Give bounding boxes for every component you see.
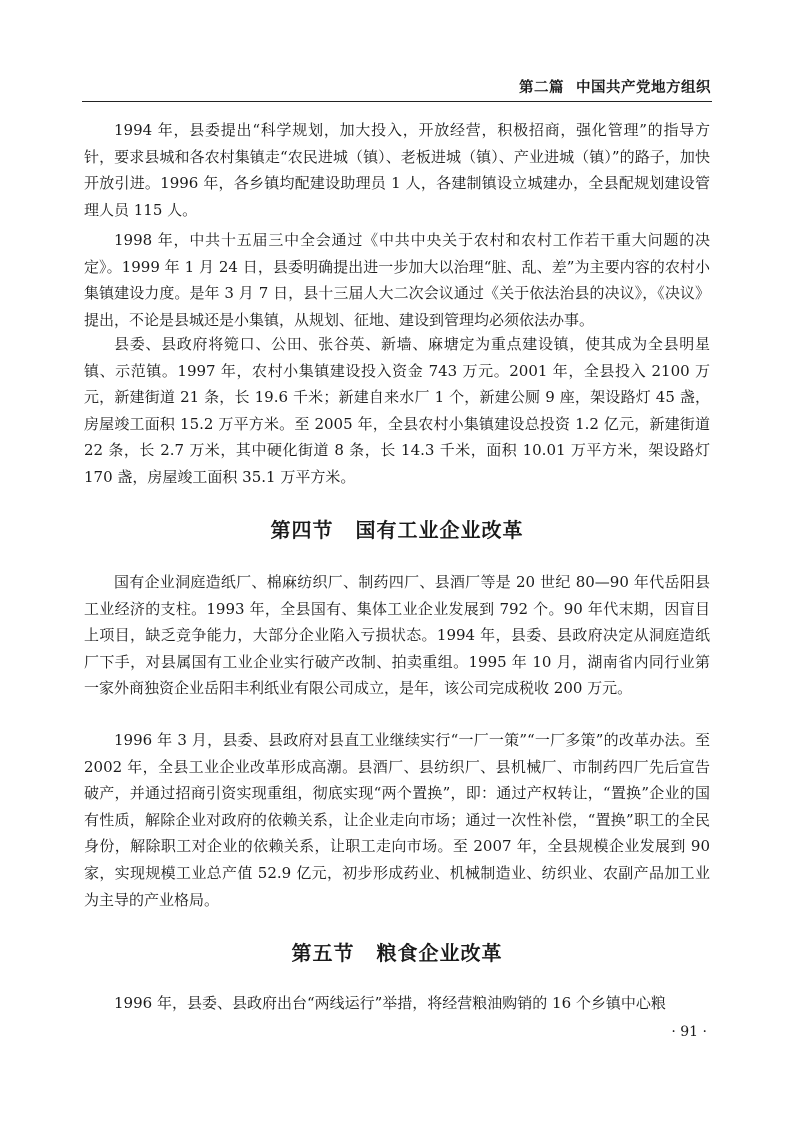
section-5-number: 第五节	[291, 941, 355, 965]
paragraph-1998-decision: 1998 年，中共十五届三中全会通过《中共中央关于农村和农村工作若干重大问题的决定》。1999 年 1 月 24 日，县委明确提出进一步加大以治理“脏、乱、差”为主要内容的农村小集镇建设力度。是年 3 月 7 日，县十三届人大二次会议通过《关于依法治县的决议》，《决议》提出，不论是县城还是小集镇，从规划、征地、建设到管理均必须依法办事。	[84, 231, 710, 329]
paragraph-1994-planning: 1994 年，县委提出“科学规划，加大投入，开放经营，积极招商，强化管理”的指导方针，要求县城和各农村集镇走“农民进城（镇）、老板进城（镇）、产业进城（镇）”的路子，加快开放引进。1996 年，各乡镇均配建设助理员 1 人，各建制镇设立城建办，全县配规划建设管理人员 115 人。	[84, 121, 710, 219]
section-title-5	[84, 937, 710, 966]
paragraph-grain-reform: 1996 年，县委、县政府出台“两线运行”举措，将经营粮油购销的 16 个乡镇中心粮	[114, 994, 666, 1012]
section-title-4	[84, 514, 710, 543]
paragraph-1996-reform: 1996 年 3 月，县委、县政府对县直工业继续实行“一厂一策”“一厂多策”的改革办法。至 2002 年，全县工业企业改革形成高潮。县酒厂、县纺织厂、县机械厂、市制药四厂先后宣告破产，并通过招商引资实现重组，彻底实现“两个置换”，即：通过产权转让，“置换”企业的国有性质，解除企业对政府的依赖关系，让企业走向市场；通过一次性补偿，“置换”职工的全民身份，解除职工对企业的依赖关系，让职工走向市场。至 2007 年，全县规模企业发展到 90 家，实现规模工业总产值 52.9 亿元，初步形成药业、机械制造业、纺织业、农副产品加工业为主导的产业格局。	[84, 731, 710, 909]
paragraph-key-towns: 县委、县政府将箢口、公田、张谷英、新墙、麻塘定为重点建设镇，使其成为全县明星镇、示范镇。1997 年，农村小集镇建设投入资金 743 万元。2001 年，全县投入 2100 万元，新建街道 21 条，长 19.6 千米；新建自来水厂 1 个，新建公厕 9 座，架设路灯 45 盏，房屋竣工面积 15.2 万平方米。至 2005 年，全县农村小集镇建设总投资 1.2 亿元，新建街道 22 条，长 2.7 万米，其中硬化街道 8 条，长 14.3 千米，面积 10.01 万平方米，架设路灯 170 盏，房屋竣工面积 35.1 万平方米。	[84, 335, 710, 486]
page-number: · 91 ·	[671, 1024, 707, 1040]
header-divider	[82, 101, 712, 102]
running-head-part: 第二篇	[519, 80, 564, 96]
running-head	[519, 76, 711, 97]
section-5-title: 粮食企业改革	[376, 941, 503, 965]
section-4-number: 第四节	[270, 518, 334, 542]
paragraph-state-enterprises: 国有企业洞庭造纸厂、棉麻纺织厂、制药四厂、县酒厂等是 20 世纪 80—90 年代岳阳县工业经济的支柱。1993 年，全县国有、集体工业企业发展到 792 个。90 年代末期，因盲目上项目，缺乏竞争能力，大部分企业陷入亏损状态。1994 年，县委、县政府决定从洞庭造纸厂下手，对县属国有工业企业实行破产改制、拍卖重组。1995 年 10 月，湖南省内同行业第一家外商独资企业岳阳丰利纸业有限公司成立，是年，该公司完成税收 200 万元。	[84, 573, 710, 698]
running-head-title: 中国共产党地方组织	[576, 80, 711, 96]
section-4-title: 国有工业企业改革	[355, 518, 524, 542]
